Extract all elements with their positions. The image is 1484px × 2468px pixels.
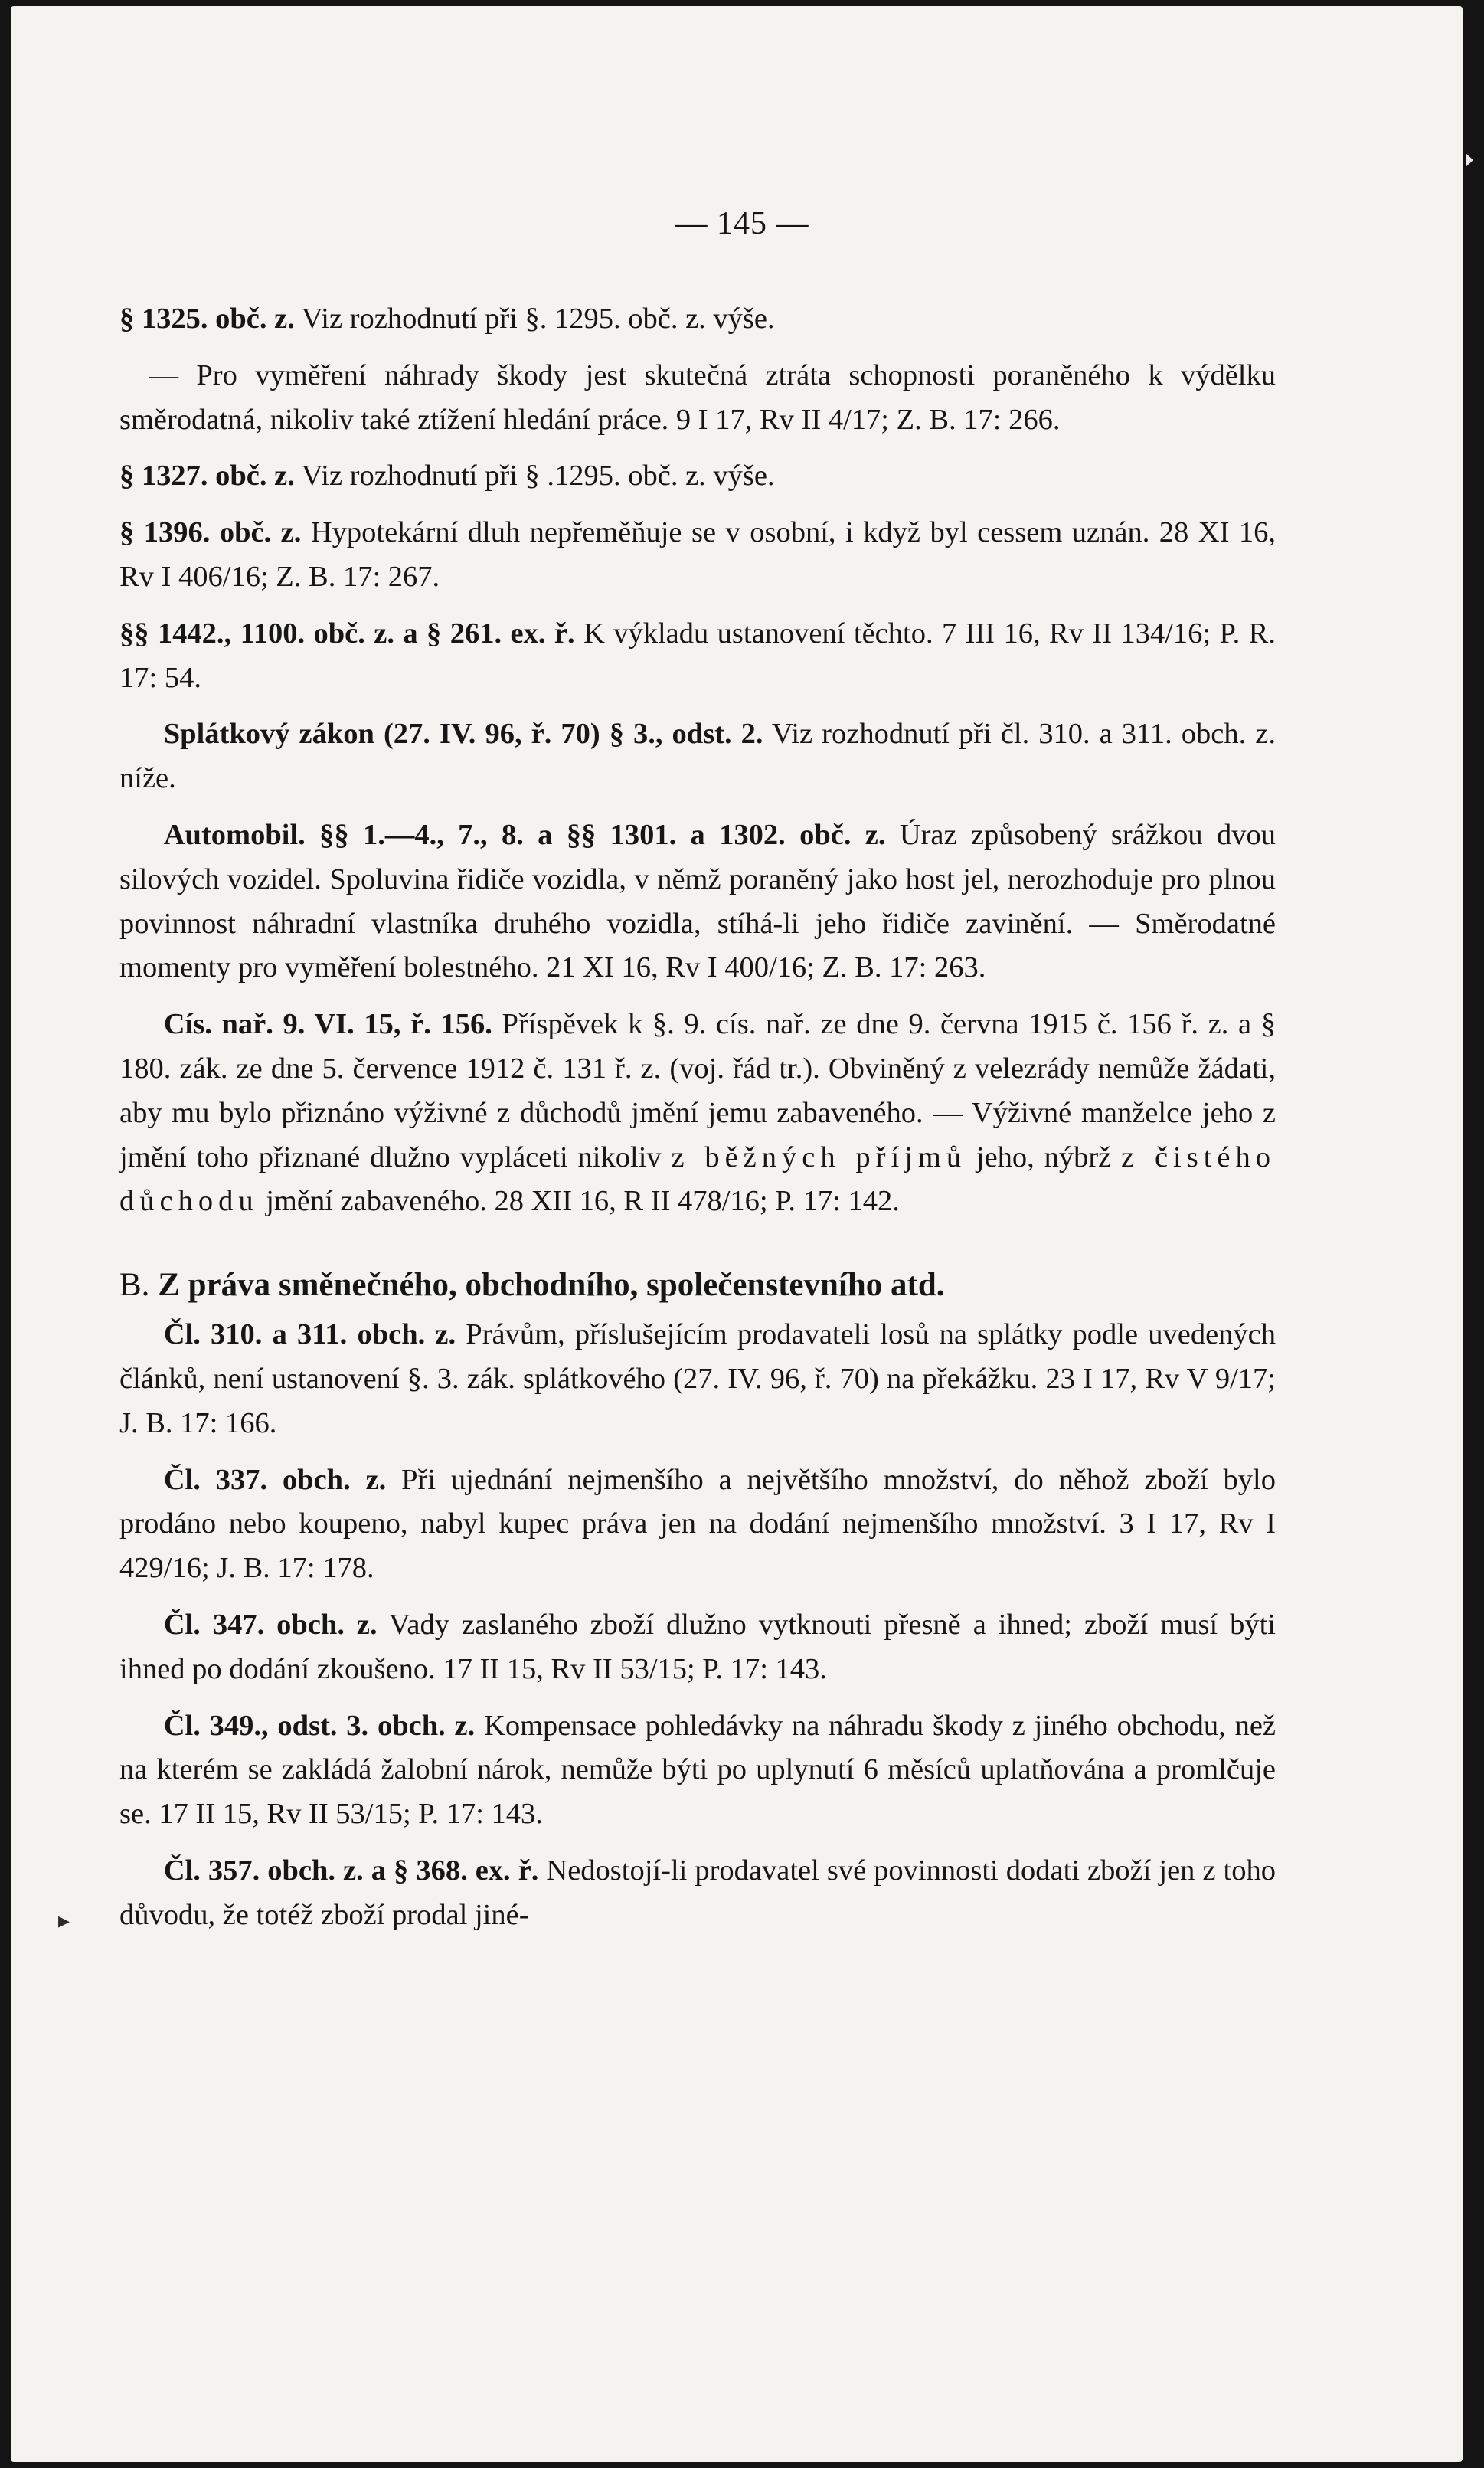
entry-ref: Automobil. §§ 1.—4., 7., 8. a §§ 1301. a 1302. obč. z. [163, 818, 886, 851]
entry-cl-347 [119, 1603, 1276, 1692]
entry-text: Viz rozhodnutí při § .1295. obč. z. výše. [294, 460, 775, 493]
entry-ref: Čl. 310. a 311. obch. z. [163, 1318, 456, 1351]
entry-ref: § 1396. obč. z. [119, 516, 302, 549]
margin-mark-icon: ▸ [58, 1908, 70, 1933]
entry-text: Hypotekární dluh nepřeměňuje se v osobní, i když byl cessem uznán. 28 XI 16, Rv I 406/16; Z. B. 17: 267. [119, 516, 1276, 593]
entry-text: — Pro vyměření náhrady škody jest skutečná ztráta schopnosti poraněného k výdělku směrodatná, nikoliv také ztížení hledání práce. 9 I 17, Rv II 4/17; Z. B. 17: 266. [119, 358, 1276, 436]
entry-text: Nedostojí-li prodavatel své povinnosti dodati zboží jen z toho důvodu, že totéž zboží prodal jiné- [119, 1854, 1276, 1931]
entry-1442 [119, 612, 1276, 701]
entry-1327 [119, 454, 1276, 499]
entry-cis-nar [119, 1003, 1276, 1224]
entry-1325 [119, 297, 1276, 342]
entry-text: K výkladu ustanovení těchto. 7 III 16, Rv II 134/16; P. R. 17: 54. [119, 617, 1276, 694]
page-number: — 145 — [675, 206, 809, 241]
entry-ref: §§ 1442., 1100. obč. z. a § 261. ex. ř. [119, 617, 575, 650]
entry-ref: Cís. nař. 9. VI. 15, ř. 156. [163, 1008, 492, 1041]
page-body [119, 297, 1276, 1938]
spaced-text: z čistého důchodu [119, 1141, 1276, 1218]
spaced-text: z běžných příjmů [671, 1141, 967, 1173]
section-letter: B. [119, 1267, 150, 1304]
entry-text: jeho, nýbrž [966, 1141, 1122, 1173]
entry-automobil [119, 813, 1276, 990]
entry-text: Úraz způsobený srážkou dvou silových vozidel. Spoluvina řidiče vozidla, v němž poraněný jako host jel, nerozhoduje pro plnou povinnost náhradní vlastníka druhého vozidla, stíhá-li jeho řidiče zavinění. — Směrodatné momenty pro vyměření bolestného. 21 XI 16, Rv I 400/16; Z. B. 17: 263. [119, 818, 1276, 984]
entry-text: Vady zaslaného zboží dlužno vytknouti přesně a ihned; zboží musí býti ihned po dodání zkoušeno. 17 II 15, Rv II 53/15; P. 17: 143. [119, 1608, 1276, 1685]
entry-splatkovy-zakon [119, 712, 1276, 801]
entry-ref: Čl. 357. obch. z. a § 368. ex. ř. [163, 1854, 539, 1887]
entry-ref: § 1327. obč. z. [119, 460, 295, 493]
entry-text: Příspěvek k §. 9. cís. nař. ze dne 9. června 1915 č. 156 ř. z. a § 180. zák. ze dne 5. července 1912 č. 131 ř. z. (voj. řád tr.). Obviněný z velezrády nemůže žádati, aby mu bylo přiznáno výživné z důchodů jmění jemu zabaveného. — Výživné manželce jeho z jmění toho přiznané dlužno vypláceti nikoliv [119, 1008, 1276, 1173]
section-title: Z práva směnečného, obchodního, společenstevního atd. [158, 1267, 945, 1304]
entry-ref: Splátkový zákon (27. IV. 96, ř. 70) § 3., odst. 2. [163, 718, 763, 751]
entry-ref: Čl. 337. obch. z. [163, 1463, 387, 1496]
page-edge-mark [1466, 153, 1473, 167]
entry-text: Viz rozhodnutí při čl. 310. a 311. obch. z. níže. [119, 718, 1276, 795]
entry-ref: Čl. 347. obch. z. [163, 1608, 378, 1641]
entry-ref: § 1325. obč. z. [119, 303, 295, 335]
entry-1325-continuation [119, 354, 1276, 443]
entry-text: Při ujednání nejmenšího a největšího množství, do něhož zboží bylo prodáno nebo koupeno, nabyl kupec práva jen na dodání nejmenšího množství. 3 I 17, Rv I 429/16; J. B. 17: 178. [119, 1463, 1276, 1585]
entry-1396 [119, 511, 1276, 600]
section-heading [119, 1258, 1276, 1313]
entry-cl-337 [119, 1458, 1276, 1591]
entry-text: Viz rozhodnutí při §. 1295. obč. z. výše. [294, 303, 775, 335]
entry-text: jmění zabaveného. 28 XII 16, R II 478/16; P. 17: 142. [258, 1185, 900, 1218]
entry-cl-349 [119, 1704, 1276, 1837]
entry-text: Kompensace pohledávky na náhradu škody z jiného obchodu, než na kterém se zakládá žalobní nárok, nemůže býti po uplynutí 6 měsíců uplatňována a promlčuje se. 17 II 15, Rv II 53/15; P. 17: 143. [119, 1709, 1276, 1831]
entry-ref: Čl. 349., odst. 3. obch. z. [163, 1709, 476, 1742]
entry-text: Právům, příslušejícím prodavateli losů na splátky podle uvedených článků, není ustanovení §. 3. zák. splátkového (27. IV. 96, ř. 70) na překážku. 23 I 17, Rv V 9/17; J. B. 17: 166. [119, 1318, 1276, 1439]
entry-cl-310 [119, 1313, 1276, 1445]
entry-cl-357 [119, 1849, 1276, 1938]
